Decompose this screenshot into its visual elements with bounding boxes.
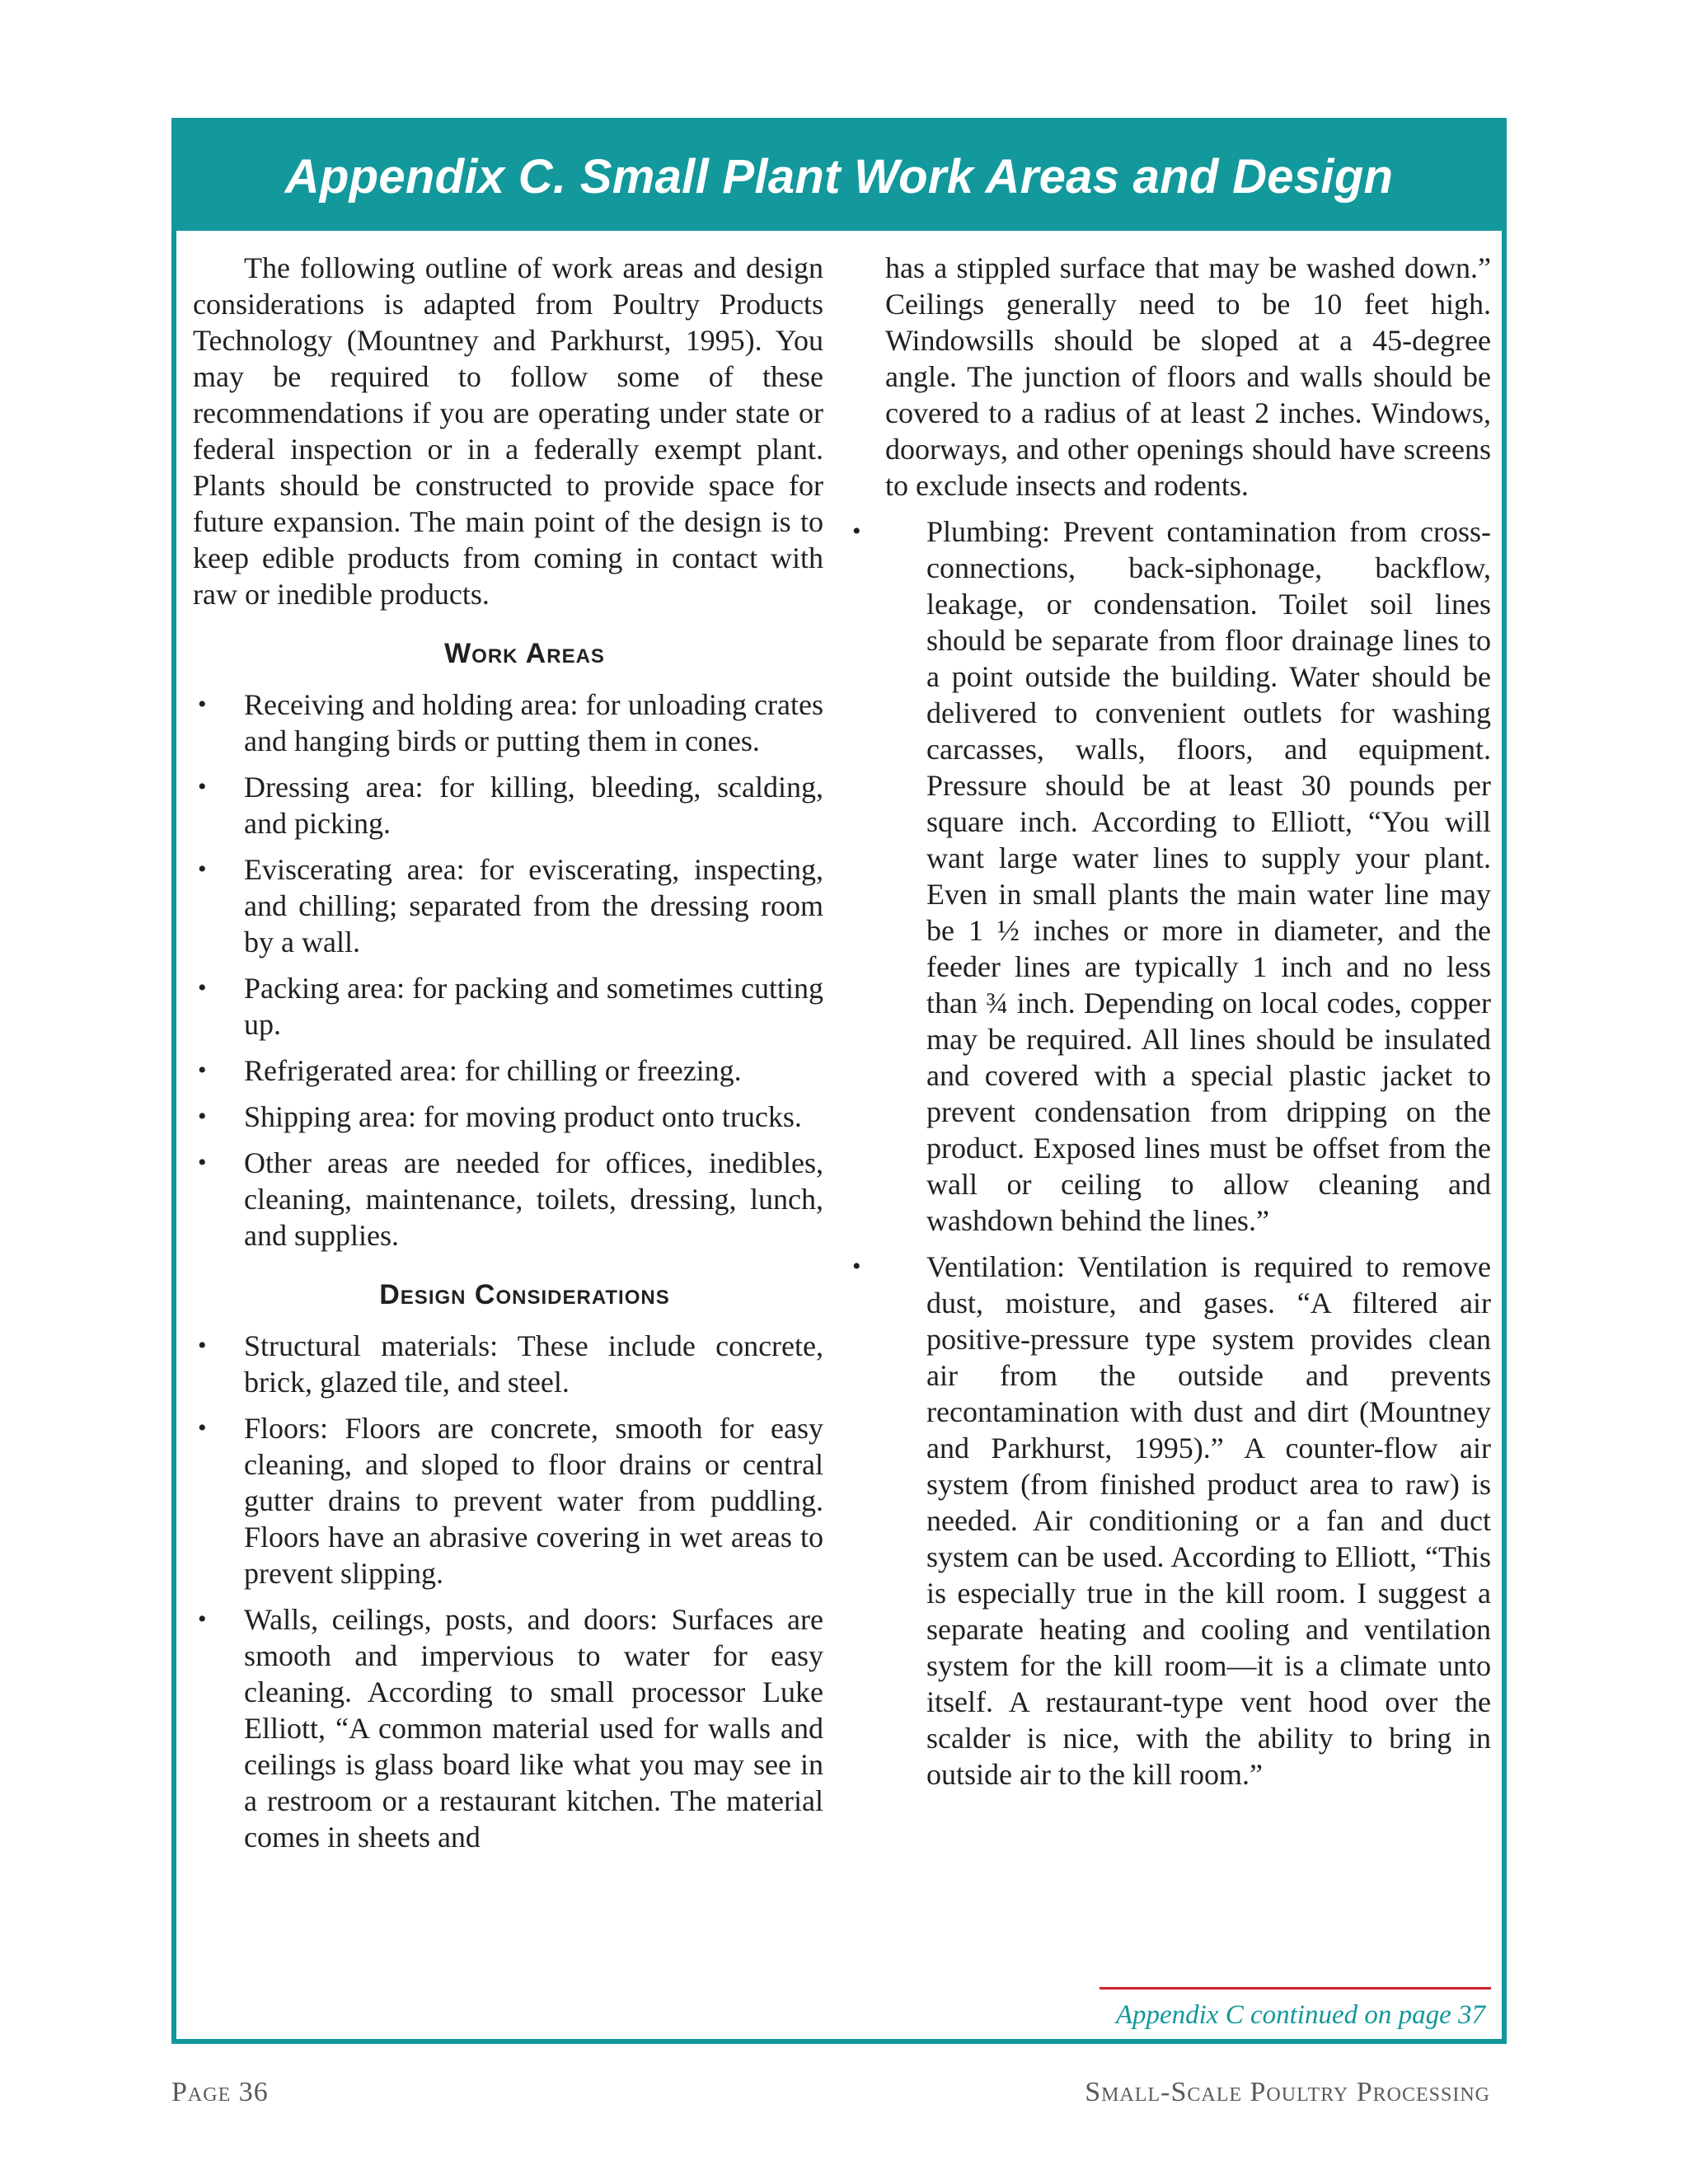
list-item: • Receiving and holding area: for unloading crates and hanging birds or putting them in cones. xyxy=(198,688,823,757)
bullet-icon: • xyxy=(198,1332,207,1359)
bullet-icon: • xyxy=(198,855,207,883)
continued-note: Appendix C continued on page 37 xyxy=(1115,2000,1485,2030)
list-item: • Floors: Floors are concrete, smooth for easy cleaning, and sloped to floor drains or central gutter drains to prevent water from puddling. Floors have an abrasive covering in wet areas to prevent slipping. xyxy=(198,1412,823,1590)
page-number: Page 36 xyxy=(171,2077,269,2107)
work-areas-list xyxy=(193,687,823,1254)
bullet-icon: • xyxy=(852,1253,861,1280)
list-item: • Eviscerating area: for eviscerating, inspecting, and chilling; separated from the dressing room by a wall. xyxy=(198,853,823,958)
bullet-icon: • xyxy=(198,1103,207,1130)
bullet-icon: • xyxy=(198,1057,207,1084)
bullet-icon: • xyxy=(198,974,207,1001)
right-column xyxy=(852,250,1491,1802)
list-item: • Refrigerated area: for chilling or freezing. xyxy=(198,1054,742,1087)
title-banner xyxy=(176,123,1502,231)
design-list-continued xyxy=(852,513,1491,1793)
list-item: • Structural materials: These include concrete, brick, glazed tile, and steel. xyxy=(198,1329,823,1399)
bullet-icon: • xyxy=(198,691,207,718)
continued-paragraph: has a stippled surface that may be washed down.” Ceilings generally need to be 10 feet high. Windowsills should be sloped at a 45-degree angle. The junction of floors and walls should be covered to a radius of at least 2 inches. Windows, doorways, and other openings should have screens to exclude insects and rodents. xyxy=(885,251,1491,502)
design-list xyxy=(193,1328,823,1855)
design-considerations-heading: Design Considerations xyxy=(379,1279,670,1310)
left-column xyxy=(193,250,823,1865)
divider-rule xyxy=(1100,1987,1491,1990)
bullet-icon: • xyxy=(198,773,207,800)
list-item: • Plumbing: Prevent contamination from cross-connections, back-siphonage, backflow, leakage, or condensation. Toilet soil lines should be separate from floor drainage lines to a point outside the building. Water should be delivered to convenient outlets for washing carcasses, walls, floors, and equipment. Pressure should be at least 30 pounds per square inch. According to Elliott, “You will want large water lines to supply your plant. Even in small plants the main water line may be 1 ½ inches or more in diameter, and the feeder lines are typically 1 inch and no less than ¾ inch. Depending on local codes, copper may be required. All lines should be insulated and covered with a special plastic jacket to prevent condensation from dripping on the product. Exposed lines must be offset from the wall or ceiling to allow cleaning and washdown behind the lines.” xyxy=(852,515,1491,1237)
appendix-box xyxy=(171,118,1507,2044)
list-item: • Dressing area: for killing, bleeding, scalding, and picking. xyxy=(198,771,823,840)
page-title: Appendix C. Small Plant Work Areas and Design xyxy=(284,150,1394,204)
list-item: • Other areas are needed for offices, inedibles, cleaning, maintenance, toilets, dressing, lunch, and supplies. xyxy=(198,1146,823,1252)
list-item: • Packing area: for packing and sometimes cutting up. xyxy=(198,972,823,1041)
list-item: • Ventilation: Ventilation is required to remove dust, moisture, and gases. “A filtered air positive-pressure type system provides clean air from the outside and prevents recontamination with dust and dirt (Mountney and Parkhurst, 1995).” A counter-flow air system (from finished product area to raw) is needed. Air conditioning or a fan and duct system can be used. According to Elliott, “This is especially true in the kill room. I suggest a separate heating and cooling and ventilation system for the kill room—it is a climate unto itself. A restaurant-type vent hood over the scalder is nice, with the ability to bring in outside air to the kill room.” xyxy=(852,1250,1491,1791)
bullet-icon: • xyxy=(198,1605,207,1633)
bullet-icon: • xyxy=(198,1149,207,1176)
intro-paragraph: The following outline of work areas and design considerations is adapted from Poultry Products Technology (Mountney and Parkhurst, 1995). You may be required to follow some of these recommendations if you are operating under state or federal inspection or in a federally exempt plant. Plants should be constructed to provide space for future expansion. The main point of the design is to keep edible products from coming in contact with raw or inedible products. xyxy=(193,251,823,611)
list-item: • Shipping area: for moving product onto trucks. xyxy=(198,1100,802,1133)
list-item: • Walls, ceilings, posts, and doors: Surfaces are smooth and impervious to water for easy cleaning. According to small processor Luke Elliott, “A common material used for walls and ceilings is glass board like what you may see in a restroom or a restaurant kitchen. The material comes in sheets and xyxy=(198,1603,823,1854)
bullet-icon: • xyxy=(198,1414,207,1441)
publication-title: Small-Scale Poultry Processing xyxy=(1085,2077,1490,2107)
bullet-icon: • xyxy=(852,518,861,545)
work-areas-heading: Work Areas xyxy=(444,638,605,669)
